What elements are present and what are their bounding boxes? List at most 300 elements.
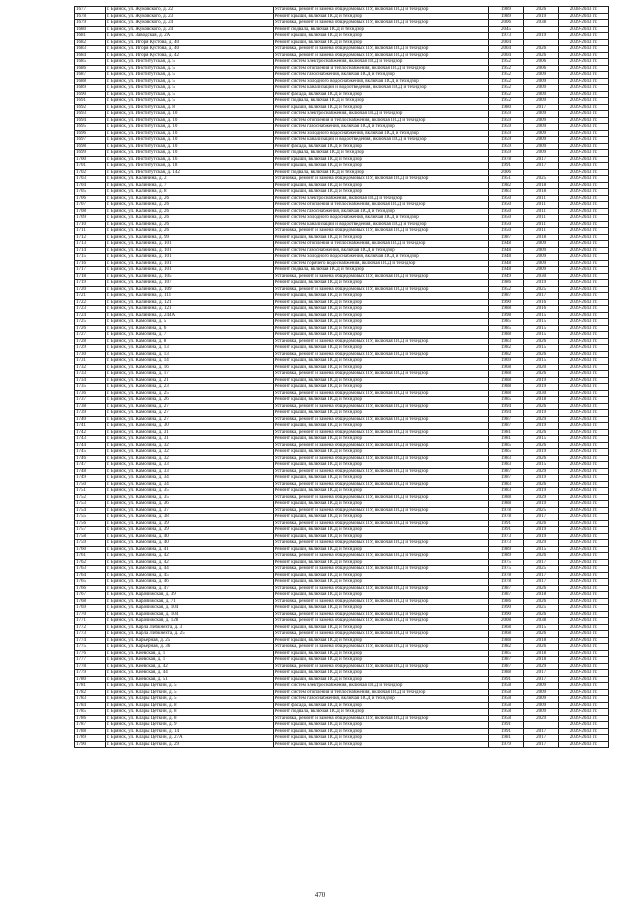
build-year-cell: 1981 — [489, 436, 524, 443]
work-type-cell: Ремонт систем электроснабжения, включая ПСД и техндзор — [273, 111, 489, 118]
address-cell: г. Брянск, ул. Институтская, д. 10 — [105, 111, 273, 118]
row-number-cell: 1764 — [75, 572, 106, 579]
planned-period-cell: 2039-2043 гг. — [559, 423, 609, 430]
planned-period-cell: 2039-2043 гг. — [559, 429, 609, 436]
address-cell: г. Брянск, ул. Камозина, д. 16 — [105, 364, 273, 371]
row-number-cell: 1759 — [75, 540, 106, 547]
last-repair-year-cell: 2029 — [524, 715, 559, 722]
work-type-cell: Ремонт крыши, включая ПСД и техндзор — [273, 572, 489, 579]
planned-period-cell: 2039-2043 гг. — [559, 436, 609, 443]
work-type-cell: Ремонт крыши, включая ПСД и техндзор — [273, 156, 489, 163]
build-year-cell: 1982 — [489, 644, 524, 651]
planned-period-cell: 2039-2043 гг. — [559, 533, 609, 540]
address-cell: г. Брянск, ул. Камозина, д. 30 — [105, 423, 273, 430]
build-year-cell: 1973 — [489, 540, 524, 547]
build-year-cell: 1980 — [489, 104, 524, 111]
row-number-cell: 1681 — [75, 33, 106, 40]
build-year-cell: 1989 — [489, 13, 524, 20]
address-cell: г. Брянск, ул. Институтская, д. 10 — [105, 143, 273, 150]
work-type-cell: Установка, ремонт и замена общедомовых ПУ, включая ПСД и техндзор — [273, 403, 489, 410]
address-cell: г. Брянск, ул. Игоря Кустова, д. 40 — [105, 39, 273, 46]
row-number-cell: 1677 — [75, 7, 106, 14]
row-number-cell: 1687 — [75, 72, 106, 79]
address-cell: г. Брянск, ул. Камозина, д. 41 — [105, 546, 273, 553]
last-repair-year-cell: 2015 — [524, 436, 559, 443]
planned-period-cell: 2039-2043 гг. — [559, 267, 609, 274]
work-type-cell: Установка, ремонт и замена общедомовых ПУ, включая ПСД и техндзор — [273, 52, 489, 59]
address-cell: г. Брянск, ул. Карачижская, д. 39 — [105, 592, 273, 599]
last-repair-year-cell: 2016 — [524, 306, 559, 313]
planned-period-cell: 2039-2043 гг. — [559, 163, 609, 170]
address-cell: г. Брянск, ул. Институтская, д. 8 — [105, 104, 273, 111]
row-number-cell: 1738 — [75, 403, 106, 410]
build-year-cell: 1959 — [489, 150, 524, 157]
work-type-cell: Ремонт крыши, включая ПСД и техндзор — [273, 475, 489, 482]
last-repair-year-cell: 2009 — [524, 260, 559, 267]
address-cell: г. Брянск, ул. Калинина, д. 26 — [105, 195, 273, 202]
address-cell: г. Брянск, ул. Камозина, д. 13 — [105, 351, 273, 358]
planned-period-cell: 2039-2043 гг. — [559, 397, 609, 404]
build-year-cell: 1968 — [489, 624, 524, 631]
planned-period-cell: 2039-2043 гг. — [559, 585, 609, 592]
last-repair-year-cell: 2011 — [524, 215, 559, 222]
build-year-cell: 1973 — [489, 533, 524, 540]
build-year-cell: 1994 — [489, 410, 524, 417]
address-cell: г. Брянск, ул. Карачижская, д. 128 — [105, 618, 273, 625]
row-number-cell: 1758 — [75, 533, 106, 540]
planned-period-cell: 2039-2043 гг. — [559, 546, 609, 553]
work-type-cell: Установка, ремонт и замена общедомовых ПУ, включая ПСД и техндзор — [273, 351, 489, 358]
build-year-cell: 2004 — [489, 52, 524, 59]
row-number-cell: 1746 — [75, 455, 106, 462]
row-number-cell: 1739 — [75, 410, 106, 417]
build-year-cell: 1978 — [489, 507, 524, 514]
planned-period-cell: 2039-2043 гг. — [559, 189, 609, 196]
work-type-cell: Ремонт крыши, включая ПСД и техндзор — [273, 605, 489, 612]
build-year-cell: 1988 — [489, 670, 524, 677]
last-repair-year-cell: 2009 — [524, 117, 559, 124]
last-repair-year-cell: 2006 — [524, 65, 559, 72]
planned-period-cell: 2039-2043 гг. — [559, 390, 609, 397]
build-year-cell: 2008 — [489, 618, 524, 625]
address-cell: г. Брянск, ул. Калинина, д. 101 — [105, 254, 273, 261]
address-cell: г. Брянск, ул. Карьерная, д. 25 — [105, 637, 273, 644]
address-cell: г. Брянск, ул. Камозина, д. 31 — [105, 429, 273, 436]
row-number-cell: 1721 — [75, 293, 106, 300]
last-repair-year-cell: 2018 — [524, 637, 559, 644]
planned-period-cell: 2039-2043 гг. — [559, 501, 609, 508]
address-cell: г. Брянск, ул. Институтская, д. 16 — [105, 156, 273, 163]
planned-period-cell: 2039-2043 гг. — [559, 221, 609, 228]
last-repair-year-cell: 2019 — [524, 527, 559, 534]
work-type-cell: Ремонт систем холодного водоснабжения, включая ПСД и техндзор — [273, 254, 489, 261]
row-number-cell: 1788 — [75, 728, 106, 735]
work-type-cell: Ремонт крыши, включая ПСД и техндзор — [273, 325, 489, 332]
address-cell: г. Брянск, ул. Институтская, д. 5 — [105, 85, 273, 92]
build-year-cell: 2006 — [489, 20, 524, 27]
build-year-cell: 1969 — [489, 358, 524, 365]
row-number-cell: 1780 — [75, 676, 106, 683]
last-repair-year-cell: 2015 — [524, 358, 559, 365]
planned-period-cell: 2039-2043 гг. — [559, 631, 609, 638]
work-type-cell: Ремонт подвала, включая ПСД и техндзор — [273, 709, 489, 716]
last-repair-year-cell: 2017 — [524, 293, 559, 300]
row-number-cell: 1728 — [75, 338, 106, 345]
work-type-cell: Ремонт крыши, включая ПСД и техндзор — [273, 728, 489, 735]
last-repair-year-cell: 2019 — [524, 488, 559, 495]
last-repair-year-cell: 2015 — [524, 345, 559, 352]
work-type-cell: Ремонт крыши, включая ПСД и техндзор — [273, 676, 489, 683]
build-year-cell: 1973 — [489, 33, 524, 40]
planned-period-cell: 2039-2043 гг. — [559, 260, 609, 267]
row-number-cell: 1769 — [75, 605, 106, 612]
row-number-cell: 1745 — [75, 449, 106, 456]
row-number-cell: 1749 — [75, 475, 106, 482]
last-repair-year-cell: 2020 — [524, 364, 559, 371]
planned-period-cell: 2039-2043 гг. — [559, 572, 609, 579]
planned-period-cell: 2039-2043 гг. — [559, 176, 609, 183]
planned-period-cell: 2039-2043 гг. — [559, 735, 609, 742]
planned-period-cell: 2039-2043 гг. — [559, 377, 609, 384]
planned-period-cell: 2039-2043 гг. — [559, 462, 609, 469]
build-year-cell: 1952 — [489, 78, 524, 85]
row-number-cell: 1790 — [75, 741, 106, 748]
last-repair-year-cell: 2009 — [524, 78, 559, 85]
build-year-cell: 1994 — [489, 403, 524, 410]
build-year-cell: 1968 — [489, 364, 524, 371]
work-type-cell: Установка, ремонт и замена общедомовых ПУ, включая ПСД и техндзор — [273, 20, 489, 27]
last-repair-year-cell: 2019 — [524, 423, 559, 430]
work-type-cell: Ремонт систем газоснабжения, включая ПСД и техндзор — [273, 72, 489, 79]
build-year-cell: 1985 — [489, 325, 524, 332]
build-year-cell: 1959 — [489, 137, 524, 144]
last-repair-year-cell: 2015 — [524, 462, 559, 469]
row-number-cell: 1722 — [75, 299, 106, 306]
planned-period-cell: 2039-2043 гг. — [559, 169, 609, 176]
last-repair-year-cell: 2019 — [524, 501, 559, 508]
build-year-cell: 1948 — [489, 247, 524, 254]
last-repair-year-cell: 2009 — [524, 137, 559, 144]
planned-period-cell: 2039-2043 гг. — [559, 52, 609, 59]
address-cell: г. Брянск, ул. Калинина, д. 101 — [105, 260, 273, 267]
address-cell: г. Брянск, ул. Калинина, д. 26 — [105, 221, 273, 228]
work-type-cell: Установка, ремонт и замена общедомовых ПУ, включая ПСД и техндзор — [273, 715, 489, 722]
work-type-cell: Ремонт подвала, включая ПСД и техндзор — [273, 150, 489, 157]
work-type-cell: Установка, ремонт и замена общедомовых ПУ, включая ПСД и техндзор — [273, 429, 489, 436]
work-type-cell: Ремонт систем горячего водоснабжения, включая ПСД и техндзор — [273, 260, 489, 267]
work-type-cell: Установка, ремонт и замена общедомовых ПУ, включая ПСД и техндзор — [273, 390, 489, 397]
build-year-cell: 1948 — [489, 254, 524, 261]
planned-period-cell: 2039-2043 гг. — [559, 85, 609, 92]
planned-period-cell: 2039-2043 гг. — [559, 351, 609, 358]
address-cell: г. Брянск, ул. Камозина, д. 7 — [105, 332, 273, 339]
last-repair-year-cell: 2025 — [524, 286, 559, 293]
planned-period-cell: 2039-2043 гг. — [559, 59, 609, 66]
last-repair-year-cell: 2026 — [524, 644, 559, 651]
last-repair-year-cell: 2009 — [524, 702, 559, 709]
last-repair-year-cell: 2019 — [524, 410, 559, 417]
row-number-cell: 1770 — [75, 611, 106, 618]
address-cell: г. Брянск, ул. Калинина, д. 101 — [105, 267, 273, 274]
work-type-cell: Ремонт крыши, включая ПСД и техндзор — [273, 234, 489, 241]
row-number-cell: 1688 — [75, 78, 106, 85]
work-type-cell: Установка, ремонт и замена общедомовых ПУ, включая ПСД и техндзор — [273, 644, 489, 651]
address-cell: г. Брянск, ул. Камозина, д. 33 — [105, 462, 273, 469]
row-number-cell: 1768 — [75, 598, 106, 605]
planned-period-cell: 2039-2043 гг. — [559, 13, 609, 20]
address-cell: г. Брянск, ул. Камозина, д. 46 — [105, 579, 273, 586]
last-repair-year-cell: 2015 — [524, 312, 559, 319]
work-type-cell: Ремонт подвала, включая ПСД и техндзор — [273, 98, 489, 105]
last-repair-year-cell: 2009 — [524, 91, 559, 98]
planned-period-cell: 2039-2043 гг. — [559, 195, 609, 202]
row-number-cell: 1783 — [75, 696, 106, 703]
work-type-cell: Установка, ремонт и замена общедомовых ПУ, включая ПСД и техндзор — [273, 566, 489, 573]
last-repair-year-cell: 2026 — [524, 46, 559, 53]
work-type-cell: Ремонт систем канализации и водоотведения, включая ПСД и техндзор — [273, 137, 489, 144]
last-repair-year-cell: 2011 — [524, 221, 559, 228]
work-type-cell: Ремонт крыши, включая ПСД и техндзор — [273, 332, 489, 339]
row-number-cell: 1773 — [75, 631, 106, 638]
planned-period-cell: 2039-2043 гг. — [559, 624, 609, 631]
planned-period-cell: 2039-2043 гг. — [559, 241, 609, 248]
work-type-cell: Установка, ремонт и замена общедомовых ПУ, включая ПСД и техндзор — [273, 481, 489, 488]
planned-period-cell: 2039-2043 гг. — [559, 475, 609, 482]
build-year-cell: 1991 — [489, 520, 524, 527]
last-repair-year-cell: 2026 — [524, 338, 559, 345]
planned-period-cell: 2039-2043 гг. — [559, 299, 609, 306]
work-type-cell: Ремонт крыши, включая ПСД и техндзор — [273, 358, 489, 365]
planned-period-cell: 2039-2043 гг. — [559, 65, 609, 72]
build-year-cell: 1983 — [489, 462, 524, 469]
row-number-cell: 1689 — [75, 85, 106, 92]
work-type-cell: Ремонт крыши, включая ПСД и техндзор — [273, 384, 489, 391]
build-year-cell: 1990 — [489, 605, 524, 612]
address-cell: г. Брянск, ул. Институтская, д. 10 — [105, 124, 273, 131]
build-year-cell: 1989 — [489, 7, 524, 14]
address-cell: г. Брянск, ул. Камозина, д. 14 — [105, 358, 273, 365]
work-type-cell: Ремонт фасада, включая ПСД и техндзор — [273, 143, 489, 150]
build-year-cell: 1998 — [489, 312, 524, 319]
last-repair-year-cell: 2025 — [524, 176, 559, 183]
row-number-cell: 1776 — [75, 650, 106, 657]
row-number-cell: 1747 — [75, 462, 106, 469]
address-cell: г. Брянск, ул. Камозина, д. 27 — [105, 410, 273, 417]
address-cell: г. Брянск, ул. Институтская, д. 5 — [105, 98, 273, 105]
address-cell: г. Брянск, ул. Игоря Кустова, д. 42 — [105, 52, 273, 59]
address-cell: г. Брянск, ул. Калинина, д. 99 — [105, 234, 273, 241]
last-repair-year-cell: 2017 — [524, 156, 559, 163]
last-repair-year-cell: 2026 — [524, 598, 559, 605]
work-type-cell: Ремонт крыши, включая ПСД и техндзор — [273, 514, 489, 521]
row-number-cell: 1682 — [75, 39, 106, 46]
row-number-cell: 1719 — [75, 280, 106, 287]
row-number-cell: 1703 — [75, 176, 106, 183]
row-number-cell: 1782 — [75, 689, 106, 696]
planned-period-cell: 2039-2043 гг. — [559, 117, 609, 124]
row-number-cell: 1707 — [75, 202, 106, 209]
address-cell: г. Брянск, ул. Жуковского, д. 24 — [105, 26, 273, 33]
work-type-cell: Ремонт систем газоснабжения, включая ПСД и техндзор — [273, 696, 489, 703]
planned-period-cell: 2039-2043 гг. — [559, 416, 609, 423]
work-type-cell: Ремонт систем канализации и водоотведения, включая ПСД и техндзор — [273, 221, 489, 228]
last-repair-year-cell: 2017 — [524, 670, 559, 677]
row-number-cell: 1779 — [75, 670, 106, 677]
row-number-cell: 1693 — [75, 111, 106, 118]
last-repair-year-cell: 2018 — [524, 397, 559, 404]
address-cell: г. Брянск, ул. Калинина, д. 105 — [105, 273, 273, 280]
row-number-cell: 1754 — [75, 507, 106, 514]
row-number-cell: 1694 — [75, 117, 106, 124]
row-number-cell: 1699 — [75, 150, 106, 157]
build-year-cell: 1983 — [489, 488, 524, 495]
last-repair-year-cell: 2011 — [524, 228, 559, 235]
last-repair-year-cell: 2017 — [524, 676, 559, 683]
last-repair-year-cell: 2019 — [524, 280, 559, 287]
address-cell: г. Брянск, ул. Камозина, д. 37 — [105, 507, 273, 514]
build-year-cell: 1987 — [489, 423, 524, 430]
row-number-cell: 1736 — [75, 390, 106, 397]
planned-period-cell: 2039-2043 гг. — [559, 540, 609, 547]
row-number-cell: 1723 — [75, 306, 106, 313]
work-type-cell: Ремонт крыши, включая ПСД и техндзор — [273, 39, 489, 46]
work-type-cell: Ремонт крыши, включая ПСД и техндзор — [273, 592, 489, 599]
last-repair-year-cell: 2026 — [524, 553, 559, 560]
planned-period-cell: 2039-2043 гг. — [559, 26, 609, 33]
planned-period-cell: 2039-2043 гг. — [559, 364, 609, 371]
address-cell: г. Брянск, ул. Камозина, д. 23 — [105, 384, 273, 391]
planned-period-cell: 2039-2043 гг. — [559, 715, 609, 722]
last-repair-year-cell: 2030 — [524, 273, 559, 280]
planned-period-cell: 2038-2043 гг. — [559, 7, 609, 14]
last-repair-year-cell: 2026 — [524, 429, 559, 436]
planned-period-cell: 2039-2043 гг. — [559, 553, 609, 560]
planned-period-cell: 2039-2043 гг. — [559, 520, 609, 527]
work-type-cell: Установка, ремонт и замена общедомовых ПУ, включая ПСД и техндзор — [273, 228, 489, 235]
planned-period-cell: 2039-2043 гг. — [559, 306, 609, 313]
last-repair-year-cell: 2015 — [524, 624, 559, 631]
work-type-cell: Ремонт крыши, включая ПСД и техндзор — [273, 488, 489, 495]
work-type-cell: Ремонт подвала, включая ПСД и техндзор — [273, 26, 489, 33]
last-repair-year-cell: 2019 — [524, 384, 559, 391]
row-number-cell: 1757 — [75, 527, 106, 534]
planned-period-cell: 2039-2043 гг. — [559, 728, 609, 735]
build-year-cell: 1948 — [489, 260, 524, 267]
last-repair-year-cell: 2011 — [524, 208, 559, 215]
address-cell: г. Брянск, ул. Калинина, д. 26 — [105, 215, 273, 222]
planned-period-cell: 2039-2043 гг. — [559, 156, 609, 163]
planned-period-cell: 2039-2043 гг. — [559, 286, 609, 293]
planned-period-cell: 2039-2043 гг. — [559, 481, 609, 488]
last-repair-year-cell: 2017 — [524, 559, 559, 566]
address-cell: г. Брянск, ул. Клары Цеткин, д. 14 — [105, 728, 273, 735]
address-cell: г. Брянск, ул. Карачижская, д. 104 — [105, 605, 273, 612]
last-repair-year-cell: 2016 — [524, 299, 559, 306]
build-year-cell: 1952 — [489, 286, 524, 293]
address-cell: г. Брянск, ул. Камозина, д. 36 — [105, 501, 273, 508]
work-type-cell: Ремонт крыши, включая ПСД и техндзор — [273, 104, 489, 111]
address-cell: г. Брянск, ул. Калинина, д. 244А — [105, 312, 273, 319]
build-year-cell: 1951 — [489, 176, 524, 183]
address-cell: г. Брянск, ул. Калинина, д. 121 — [105, 306, 273, 313]
planned-period-cell: 2039-2043 гг. — [559, 741, 609, 748]
last-repair-year-cell: 2009 — [524, 267, 559, 274]
address-cell: г. Брянск, ул. Институтская, д. 142 — [105, 169, 273, 176]
row-number-cell: 1751 — [75, 488, 106, 495]
work-type-cell: Ремонт крыши, включая ПСД и техндзор — [273, 163, 489, 170]
last-repair-year-cell: 2026 — [524, 52, 559, 59]
work-type-cell: Ремонт фасада, включая ПСД и техндзор — [273, 91, 489, 98]
last-repair-year-cell: 2009 — [524, 683, 559, 690]
build-year-cell: 1949 — [489, 273, 524, 280]
address-cell: г. Брянск, ул. Калинина, д. 107 — [105, 280, 273, 287]
planned-period-cell: 2039-2043 гг. — [559, 709, 609, 716]
build-year-cell: 1959 — [489, 124, 524, 131]
planned-period-cell: 2039-2043 гг. — [559, 130, 609, 137]
planned-period-cell: 2039-2043 гг. — [559, 20, 609, 27]
last-repair-year-cell: 2029 — [524, 468, 559, 475]
build-year-cell: 1983 — [489, 481, 524, 488]
build-year-cell: 1986 — [489, 280, 524, 287]
last-repair-year-cell: 2018 — [524, 650, 559, 657]
row-number-cell: 1685 — [75, 59, 106, 66]
row-number-cell: 1691 — [75, 98, 106, 105]
address-cell: г. Брянск, ул. Институтская, д. 10 — [105, 130, 273, 137]
build-year-cell: 1959 — [489, 130, 524, 137]
work-type-cell: Установка, ремонт и замена общедомовых ПУ, включая ПСД и техндзор — [273, 338, 489, 345]
build-year-cell: 1950 — [489, 221, 524, 228]
last-repair-year-cell: 2018 — [524, 657, 559, 664]
row-number-cell: 1706 — [75, 195, 106, 202]
row-number-cell: 1762 — [75, 559, 106, 566]
row-number-cell: 1724 — [75, 312, 106, 319]
address-cell: г. Брянск, ул. Жуковского, д. 22 — [105, 7, 273, 14]
last-repair-year-cell: 2019 — [524, 533, 559, 540]
address-cell: г. Брянск, ул. Камозина, д. 39 — [105, 527, 273, 534]
address-cell: г. Брянск, ул. Калинина, д. 7 — [105, 182, 273, 189]
address-cell: г. Брянск, ул. Клары Цеткин, д. 29 — [105, 741, 273, 748]
row-number-cell: 1755 — [75, 514, 106, 521]
table-row — [75, 741, 609, 748]
build-year-cell: 1987 — [489, 468, 524, 475]
last-repair-year-cell: 2025 — [524, 566, 559, 573]
address-cell: г. Брянск, ул. Карачижская, д. 104 — [105, 611, 273, 618]
build-year-cell: 1987 — [489, 585, 524, 592]
address-cell: г. Брянск, ул. Карачижская, д. 71 — [105, 598, 273, 605]
address-cell: г. Брянск, ул. Камозина, д. 17 — [105, 371, 273, 378]
row-number-cell: 1715 — [75, 254, 106, 261]
planned-period-cell: 2039-2043 гг. — [559, 234, 609, 241]
row-number-cell: 1686 — [75, 65, 106, 72]
planned-period-cell: 2039-2043 гг. — [559, 488, 609, 495]
build-year-cell: 1985 — [489, 442, 524, 449]
work-type-cell: Ремонт крыши, включая ПСД и техндзор — [273, 624, 489, 631]
build-year-cell: 1988 — [489, 377, 524, 384]
work-type-cell: Ремонт крыши, включая ПСД и техндзор — [273, 735, 489, 742]
address-cell: г. Брянск, ул. Камозина, д. 44 — [105, 566, 273, 573]
last-repair-year-cell: 2026 — [524, 7, 559, 14]
work-type-cell: Ремонт крыши, включая ПСД и техндзор — [273, 182, 489, 189]
work-type-cell: Установка, ремонт и замена общедомовых ПУ, включая ПСД и техндзор — [273, 520, 489, 527]
last-repair-year-cell: 2017 — [524, 163, 559, 170]
work-type-cell: Ремонт систем отопления и теплоснабжения, включая ПСД и техндзор — [273, 202, 489, 209]
planned-period-cell: 2039-2043 гг. — [559, 254, 609, 261]
address-cell: г. Брянск, ул. Камозина, д. 35 — [105, 488, 273, 495]
build-year-cell: 2004 — [489, 46, 524, 53]
build-year-cell: 1982 — [489, 345, 524, 352]
build-year-cell: 1978 — [489, 579, 524, 586]
address-cell: г. Брянск, ул. Камозина, д. 32 — [105, 442, 273, 449]
